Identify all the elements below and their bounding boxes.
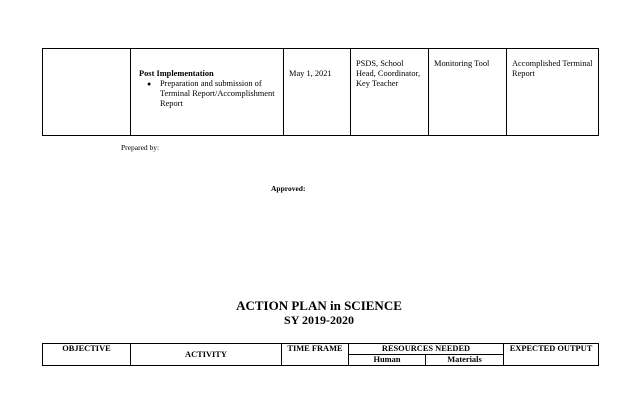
expected-output-text: Accomplished Terminal Report <box>512 59 593 78</box>
approved-label: Approved: <box>271 184 306 193</box>
header-objective: OBJECTIVE <box>43 344 131 366</box>
header-activity: ACTIVITY <box>131 344 282 366</box>
time-frame-text: May 1, 2021 <box>289 69 332 78</box>
activity-list <box>139 79 279 109</box>
header-human: Human <box>349 355 426 366</box>
header-expected-output: EXPECTED OUTPUT <box>504 344 599 366</box>
header-time-frame: TIME FRAME <box>282 344 349 366</box>
list-item: ● Preparation and submission of Terminal Report/Accomplishment Report <box>160 79 279 109</box>
page-title: ACTION PLAN in SCIENCE <box>236 298 402 313</box>
materials-text: Monitoring Tool <box>434 59 490 68</box>
header-materials: Materials <box>426 355 504 366</box>
header-resources-needed: RESOURCES NEEDED <box>349 344 504 355</box>
human-cell <box>351 49 429 136</box>
school-year: SY 2019-2020 <box>284 313 354 327</box>
prepared-by-label: Prepared by: <box>121 143 160 152</box>
objective-cell <box>43 49 131 136</box>
activity-cell <box>131 49 284 136</box>
expected-output-cell <box>507 49 599 136</box>
action-plan-header-table <box>42 343 599 366</box>
activity-table <box>42 48 599 136</box>
table-row <box>43 344 599 355</box>
activity-title: Post Implementation <box>139 69 214 78</box>
table-row <box>43 49 599 136</box>
time-frame-cell <box>284 49 351 136</box>
materials-cell <box>429 49 507 136</box>
human-text: PSDS, School Head, Coordinator, Key Teacher <box>356 59 421 88</box>
